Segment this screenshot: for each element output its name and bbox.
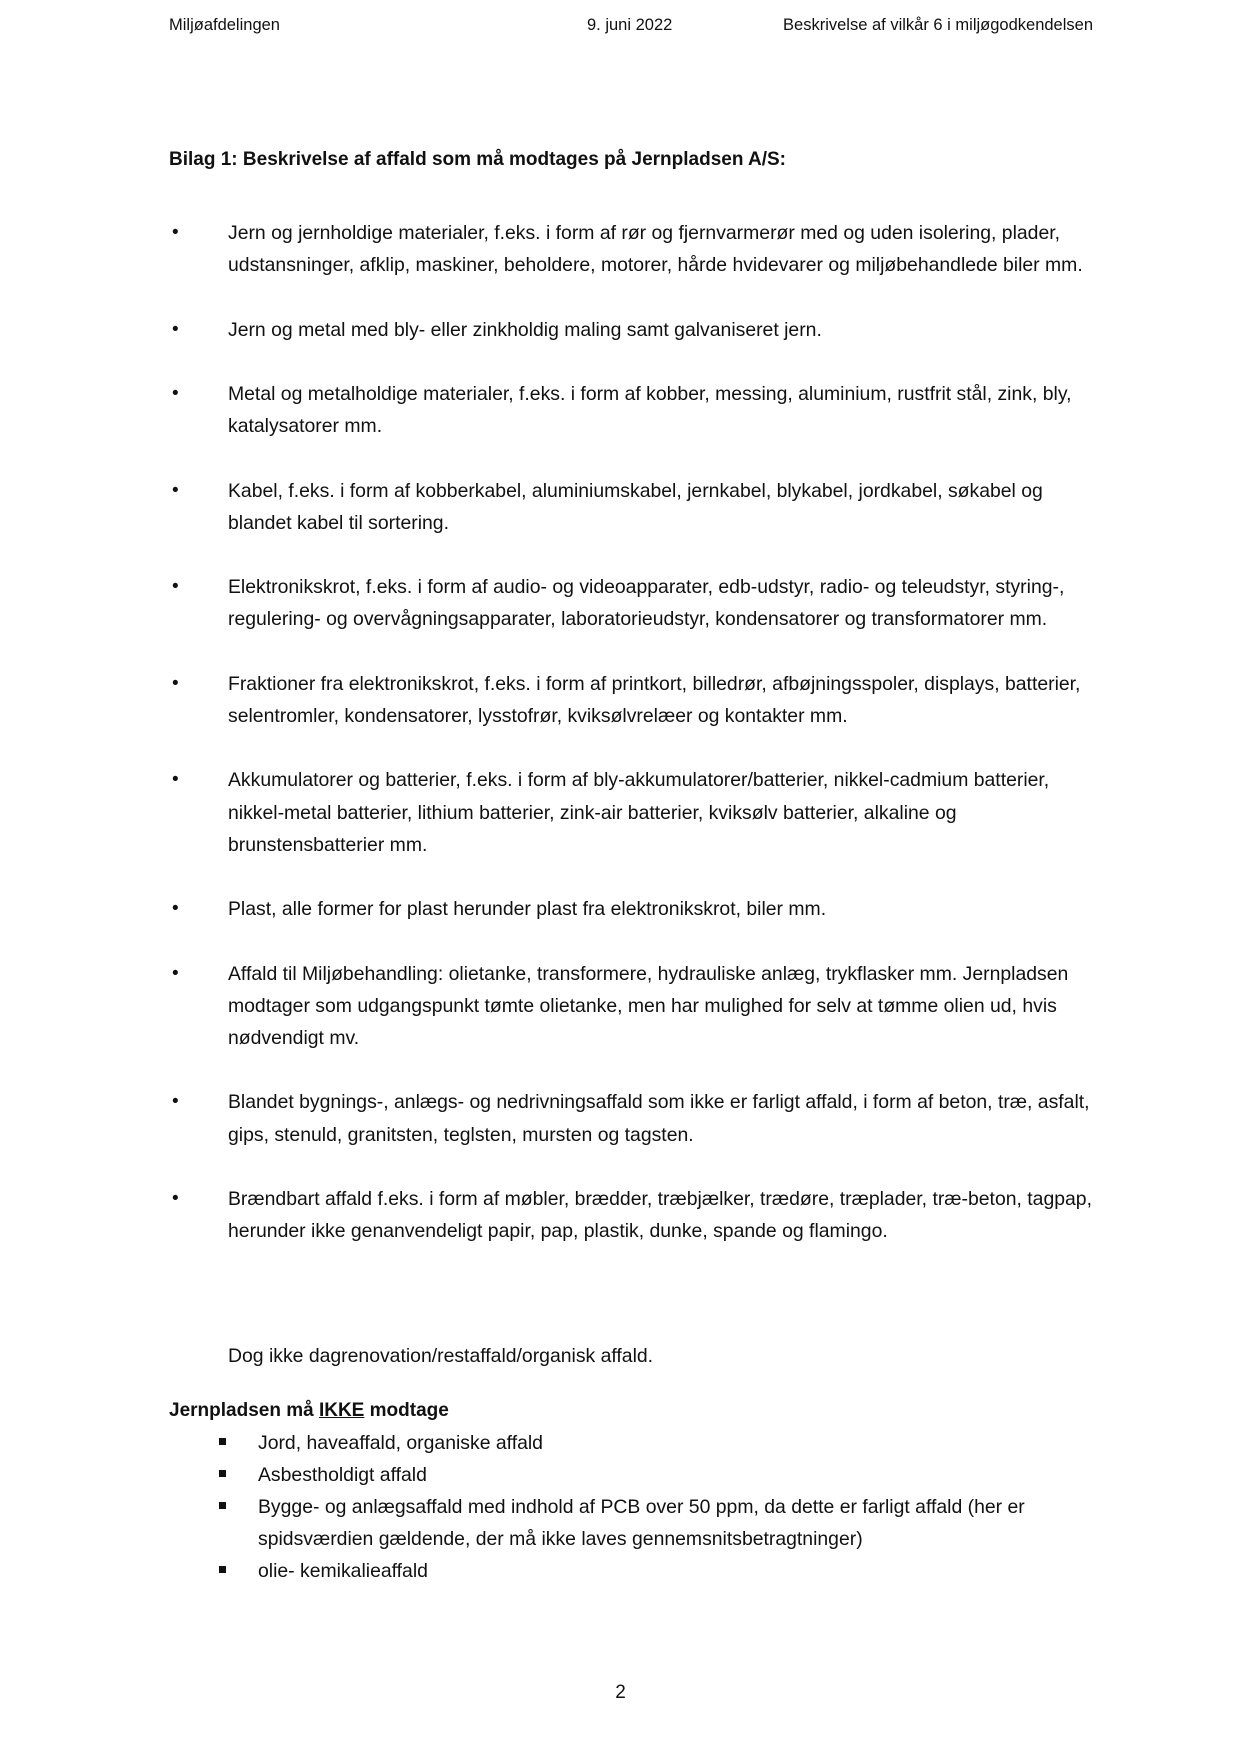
heading-text-after: modtage (364, 1400, 449, 1421)
list-item-text: Jern og metal med bly- eller zinkholdig maling samt galvaniseret jern. (228, 318, 822, 341)
header-department: Miljøafdelingen (169, 16, 280, 34)
square-bullet-icon (219, 1566, 226, 1573)
list-item-text: Elektronikskrot, f.eks. i form af audio- og videoapparater, edb-udstyr, radio- og teleudstyr, styring-, regulering- og overvågningsapparater, laboratorieudstyr, kondensatorer og transformatorer mm. (228, 576, 1065, 631)
list-item-text: olie- kemikalieaffald (258, 1560, 428, 1582)
list-item-text: Asbestholdigt affald (258, 1464, 427, 1486)
square-bullet-icon (219, 1502, 226, 1509)
list-item (169, 1555, 1099, 1587)
appendix-title: Bilag 1: Beskrivelse af affald som må modtages på Jernpladsen A/S: (169, 149, 787, 170)
list-item-text: Metal og metalholdige materialer, f.eks. i form af kobber, messing, aluminium, rustfrit stål, zink, bly, katalysatorer mm. (228, 382, 1072, 438)
list-item (169, 378, 1099, 442)
list-item (169, 1086, 1099, 1150)
list-item-text: Affald til Miljøbehandling: olietanke, transformere, hydrauliske anlæg, trykflasker mm. Jernpladsen modtager som udgangspunkt tømte olietanke, men har mulighed for selv at tømme olien ud, hvis nødvendigt mv. (228, 962, 1069, 1049)
list-item-text: Brændbart affald f.eks. i form af møbler, brædder, træbjælker, trædøre, træplader, træ-beton, tagpap, herunder ikke genanvendeligt papir, pap, plastik, dunke, spande og flamingo. (228, 1187, 1092, 1243)
not-accepted-list (169, 1427, 1099, 1587)
bullet-icon: • (172, 576, 179, 598)
page-number: 2 (615, 1682, 626, 1703)
list-item-text: Akkumulatorer og batterier, f.eks. i form af bly-akkumulatorer/batterier, nikkel-cadmium batterier, nikkel-metal batterier, lithium batterier, zink-air batterier, kviksølv batterier, alkaline og brunstensbatterier mm. (228, 769, 1050, 856)
accepted-waste-list (169, 217, 1099, 1280)
page-header (0, 16, 1241, 40)
bullet-icon: • (172, 1091, 179, 1113)
list-item-text: Fraktioner fra elektronikskrot, f.eks. i form af printkort, billedrør, afbøjningsspoler, displays, batterier, selentromler, kondensatorer, lysstofrør, kviksølvrelæer og kontakter mm. (228, 672, 1081, 727)
list-item-text: Plast, alle former for plast herunder plast fra elektronikskrot, biler mm. (228, 898, 827, 921)
bullet-icon: • (172, 479, 179, 501)
header-date: 9. juni 2022 (587, 16, 673, 34)
list-item (169, 1491, 1099, 1555)
list-item-text: Bygge- og anlægsaffald med indhold af PCB over 50 ppm, da dette er farligt affald (her er spidsværdien gældende, der må ikke laves gennemsnitsbetragtninger) (258, 1496, 1025, 1550)
list-item-text: Jord, haveaffald, organiske affald (258, 1432, 543, 1454)
bullet-icon: • (172, 318, 179, 340)
bullet-icon: • (172, 769, 179, 791)
bullet-icon: • (172, 962, 179, 984)
bullet-icon: • (172, 1187, 179, 1209)
list-item (169, 893, 1099, 925)
heading-emphasis: IKKE (318, 1400, 365, 1421)
square-bullet-icon (219, 1470, 226, 1477)
list-item (169, 958, 1099, 1055)
not-accepted-heading (169, 1400, 449, 1422)
list-item (169, 571, 1099, 635)
list-item (169, 668, 1099, 732)
list-item (169, 764, 1099, 861)
list-item (169, 1183, 1099, 1247)
list-item (169, 475, 1099, 539)
list-item (169, 314, 1099, 346)
bullet-icon: • (172, 898, 179, 920)
list-item (169, 217, 1099, 281)
header-document-title: Beskrivelse af vilkår 6 i miljøgodkendelsen (783, 16, 1093, 34)
heading-text-before: Jernpladsen må (169, 1400, 319, 1421)
exception-note: Dog ikke dagrenovation/restaffald/organisk affald. (228, 1345, 654, 1367)
list-item-text: Jern og jernholdige materialer, f.eks. i form af rør og fjernvarmerør med og uden isolering, plader, udstansninger, afklip, maskiner, beholdere, motorer, hårde hvidevarer og miljøbehandlede biler mm. (228, 222, 1083, 277)
bullet-icon: • (172, 222, 179, 243)
bullet-icon: • (172, 382, 179, 404)
list-item (169, 1459, 1099, 1491)
list-item-text: Kabel, f.eks. i form af kobberkabel, aluminiumskabel, jernkabel, blykabel, jordkabel, søkabel og blandet kabel til sortering. (228, 479, 1043, 534)
list-item (169, 1427, 1099, 1459)
list-item-text: Blandet bygnings-, anlægs- og nedrivningsaffald som ikke er farligt affald, i form af beton, træ, asfalt, gips, stenuld, granitsten, teglsten, mursten og tagsten. (228, 1091, 1090, 1146)
square-bullet-icon (219, 1438, 226, 1445)
bullet-icon: • (172, 672, 179, 694)
